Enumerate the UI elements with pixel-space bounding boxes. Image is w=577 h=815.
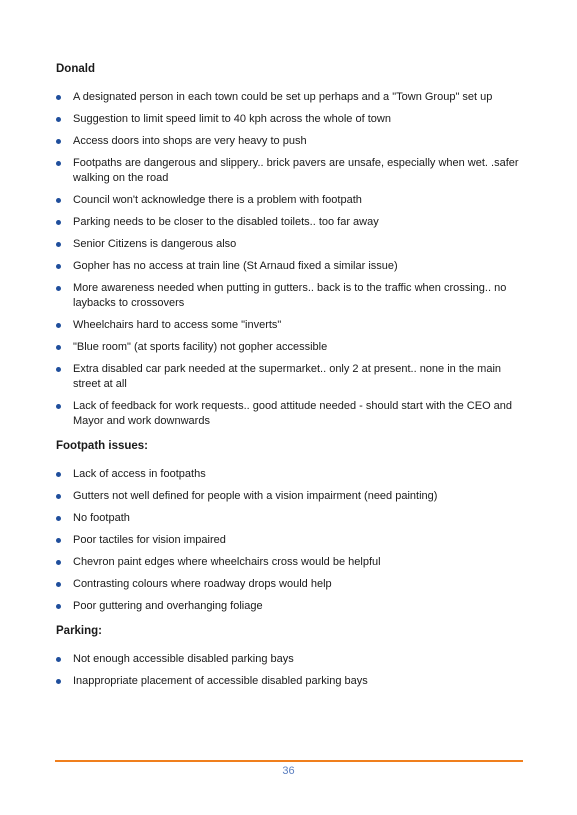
list-item bbox=[56, 281, 526, 311]
list-item-text: Lack of access in footpaths bbox=[73, 468, 206, 480]
bullet-list bbox=[56, 467, 526, 614]
list-item bbox=[56, 318, 526, 333]
bullet-icon bbox=[56, 198, 61, 203]
bullet-icon bbox=[56, 286, 61, 291]
footer-divider bbox=[55, 760, 523, 762]
list-item bbox=[56, 193, 526, 208]
list-item-text: Gopher has no access at train line (St Arnaud fixed a similar issue) bbox=[73, 260, 398, 272]
list-item bbox=[56, 237, 526, 252]
section bbox=[56, 624, 526, 689]
page-number: 36 bbox=[282, 765, 295, 777]
list-item-text: "Blue room" (at sports facility) not gopher accessible bbox=[73, 341, 328, 353]
bullet-icon bbox=[56, 323, 61, 328]
list-item bbox=[56, 156, 526, 186]
bullet-icon bbox=[56, 220, 61, 225]
list-item bbox=[56, 215, 526, 230]
section-heading: Parking: bbox=[56, 625, 103, 637]
bullet-icon bbox=[56, 679, 61, 684]
list-item bbox=[56, 362, 526, 392]
bullet-icon bbox=[56, 242, 61, 247]
list-item bbox=[56, 259, 526, 274]
list-item-text: Poor tactiles for vision impaired bbox=[73, 534, 226, 546]
bullet-icon bbox=[56, 117, 61, 122]
list-item bbox=[56, 555, 526, 570]
list-item bbox=[56, 467, 526, 482]
bullet-list bbox=[56, 652, 526, 689]
list-item bbox=[56, 399, 526, 429]
bullet-icon bbox=[56, 516, 61, 521]
section bbox=[56, 439, 526, 614]
bullet-icon bbox=[56, 538, 61, 543]
section-heading: Footpath issues: bbox=[56, 440, 149, 452]
bullet-icon bbox=[56, 264, 61, 269]
section-heading: Donald bbox=[56, 63, 95, 75]
list-item-text: Access doors into shops are very heavy to push bbox=[73, 135, 307, 147]
list-item-text: Suggestion to limit speed limit to 40 kph across the whole of town bbox=[73, 113, 391, 125]
list-item-text: Extra disabled car park needed at the supermarket.. only 2 at present.. none in the main street at all bbox=[73, 363, 502, 390]
list-item-text: Not enough accessible disabled parking bays bbox=[73, 653, 294, 665]
list-item-text: Senior Citizens is dangerous also bbox=[73, 238, 237, 250]
list-item-text: Gutters not well defined for people with a vision impairment (need painting) bbox=[73, 490, 438, 502]
bullet-icon bbox=[56, 494, 61, 499]
bullet-icon bbox=[56, 95, 61, 100]
bullet-icon bbox=[56, 345, 61, 350]
list-item bbox=[56, 112, 526, 127]
list-item-text: Parking needs to be closer to the disabled toilets.. too far away bbox=[73, 216, 379, 228]
list-item-text: Council won't acknowledge there is a problem with footpath bbox=[73, 194, 362, 206]
list-item-text: Inappropriate placement of accessible disabled parking bays bbox=[73, 675, 368, 687]
bullet-icon bbox=[56, 367, 61, 372]
list-item bbox=[56, 340, 526, 355]
list-item bbox=[56, 90, 526, 105]
list-item bbox=[56, 489, 526, 504]
list-item-text: Poor guttering and overhanging foliage bbox=[73, 600, 263, 612]
bullet-icon bbox=[56, 161, 61, 166]
section bbox=[56, 62, 526, 429]
list-item-text: Wheelchairs hard to access some "inverts" bbox=[73, 319, 282, 331]
bullet-icon bbox=[56, 560, 61, 565]
page-content bbox=[56, 62, 526, 699]
list-item-text: No footpath bbox=[73, 512, 130, 524]
bullet-list bbox=[56, 90, 526, 429]
list-item-text: More awareness needed when putting in gutters.. back is to the traffic when crossing.. no laybacks to crossovers bbox=[73, 282, 507, 309]
bullet-icon bbox=[56, 604, 61, 609]
bullet-icon bbox=[56, 404, 61, 409]
list-item bbox=[56, 652, 526, 667]
bullet-icon bbox=[56, 657, 61, 662]
list-item-text: Contrasting colours where roadway drops would help bbox=[73, 578, 332, 590]
bullet-icon bbox=[56, 472, 61, 477]
list-item bbox=[56, 511, 526, 526]
list-item bbox=[56, 599, 526, 614]
list-item bbox=[56, 134, 526, 149]
bullet-icon bbox=[56, 582, 61, 587]
list-item-text: A designated person in each town could be set up perhaps and a "Town Group" set up bbox=[73, 91, 493, 103]
list-item-text: Chevron paint edges where wheelchairs cross would be helpful bbox=[73, 556, 381, 568]
list-item-text: Footpaths are dangerous and slippery.. brick pavers are unsafe, especially when wet. .safer walking on the road bbox=[73, 157, 519, 184]
list-item bbox=[56, 674, 526, 689]
bullet-icon bbox=[56, 139, 61, 144]
list-item bbox=[56, 577, 526, 592]
list-item bbox=[56, 533, 526, 548]
list-item-text: Lack of feedback for work requests.. good attitude needed - should start with the CEO and Mayor and work downwards bbox=[73, 400, 513, 427]
